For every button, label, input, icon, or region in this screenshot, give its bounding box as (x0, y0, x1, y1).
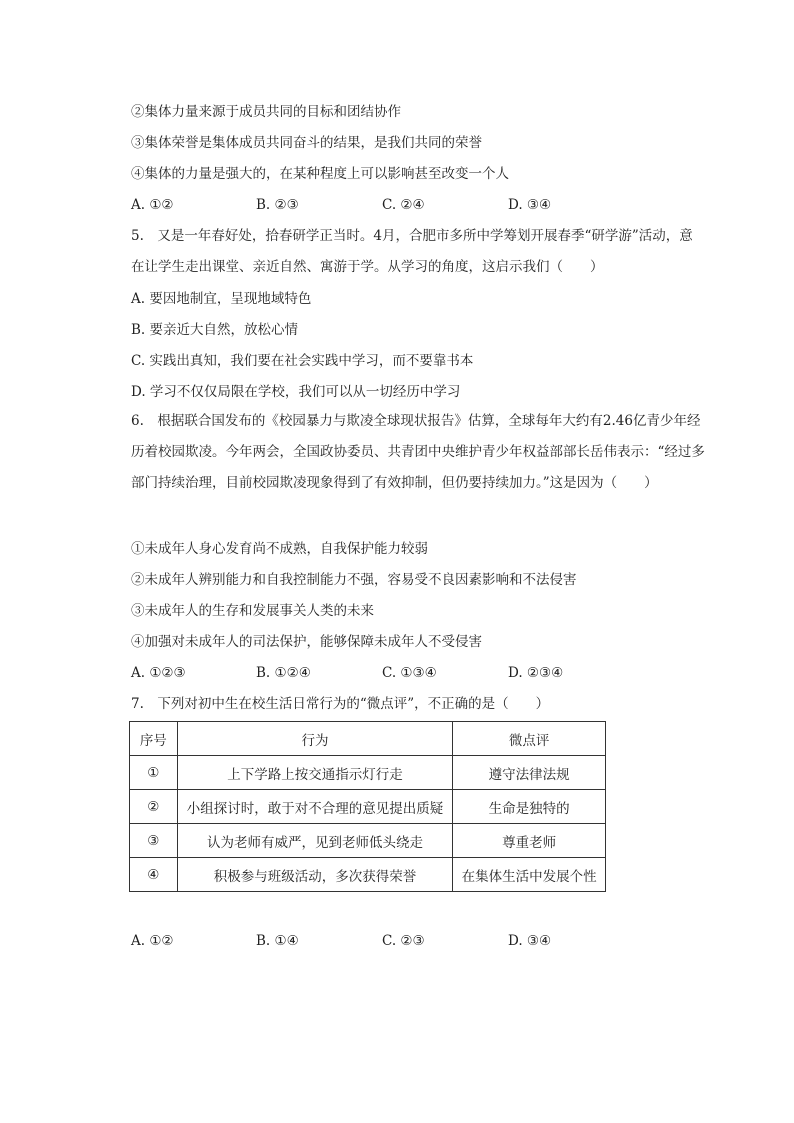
table-cell: ④ (130, 858, 178, 892)
q4-item-4: ④集体的力量是强大的，在某种程度上可以影响甚至改变一个人 (131, 166, 509, 182)
q6-option-d: D. ②③④ (508, 665, 564, 681)
q6-item-1: ①未成年人身心发育尚不成熟，自我保护能力较弱 (131, 541, 428, 557)
q6-option-c: C. ①③④ (382, 665, 437, 681)
q6-option-b: B. ①②④ (256, 665, 311, 681)
table-row (130, 756, 606, 790)
table-cell: ② (130, 790, 178, 824)
q7-option-d: D. ③④ (508, 933, 552, 949)
q4-item-3: ③集体荣誉是集体成员共同奋斗的结果，是我们共同的荣誉 (131, 135, 482, 151)
table-cell: ① (130, 756, 178, 790)
q7-stem: 7. 下列对初中生在校生活日常行为的“微点评”，不正确的是（ ） (131, 696, 550, 712)
table-cell: 在集体生活中发展个性 (453, 858, 606, 892)
q6-stem: 6. 根据联合国发布的《校园暴力与欺凌全球现状报告》估算，全球每年大约有2.46亿青少年经历着校园欺凌。今年两会，全国政协委员、共青团中央维护青少年权益部部长岳伟表示：“经过多部门持续治理，目前校园欺凌现象得到了有效抑制，但仍要持续加力。”这是因为（ ） (131, 413, 705, 491)
table-cell: 积极参与班级活动，多次获得荣誉 (177, 858, 453, 892)
q4-option-a: A. ①② (131, 197, 174, 213)
q5-option-c: C. 实践出真知，我们要在社会实践中学习，而不要靠书本 (131, 353, 474, 369)
q7-options (131, 931, 691, 951)
table-row (130, 790, 606, 824)
q5-option-b: B. 要亲近大自然，放松心情 (131, 322, 299, 338)
q4-options (131, 195, 691, 215)
q5-option-d: D. 学习不仅仅局限在学校，我们可以从一切经历中学习 (131, 384, 461, 400)
q7-option-a: A. ①② (131, 933, 174, 949)
table-cell: 小组探讨时，敢于对不合理的意见提出质疑 (177, 790, 453, 824)
q7-option-b: B. ①④ (256, 933, 299, 949)
table-cell: 遵守法律法规 (453, 756, 606, 790)
table-cell: ③ (130, 824, 178, 858)
table-cell: 生命是独特的 (453, 790, 606, 824)
q4-option-b: B. ②③ (256, 197, 299, 213)
q4-option-c: C. ②④ (382, 197, 425, 213)
q6-item-4: ④加强对未成年人的司法保护，能够保障未成年人不受侵害 (131, 634, 482, 650)
q5-stem: 5. 又是一年春好处，拾春研学正当时。4月，合肥市多所中学筹划开展春季“研学游”活动，意在让学生走出课堂、亲近自然、寓游于学。从学习的角度，这启示我们（ ） (131, 228, 693, 275)
table-cell: 上下学路上按交通指示灯行走 (177, 756, 453, 790)
table-header-cell: 序号 (130, 722, 178, 756)
q6-item-3: ③未成年人的生存和发展事关人类的未来 (131, 603, 374, 619)
table-header-cell: 微点评 (453, 722, 606, 756)
q6-item-2: ②未成年人辨别能力和自我控制能力不强，容易受不良因素影响和不法侵害 (131, 572, 577, 588)
q4-item-2: ②集体力量来源于成员共同的目标和团结协作 (131, 104, 401, 120)
table-cell: 认为老师有威严，见到老师低头绕走 (177, 824, 453, 858)
q5-option-a: A. 要因地制宜，呈现地域特色 (131, 291, 312, 307)
table-cell: 尊重老师 (453, 824, 606, 858)
q4-option-d: D. ③④ (508, 197, 552, 213)
q7-option-c: C. ②③ (382, 933, 425, 949)
table-row (130, 858, 606, 892)
q7-table (129, 721, 606, 892)
table-header-cell: 行为 (177, 722, 453, 756)
table-row (130, 824, 606, 858)
q6-options (131, 663, 691, 683)
q6-option-a: A. ①②③ (131, 665, 186, 681)
table-header-row (130, 722, 606, 756)
